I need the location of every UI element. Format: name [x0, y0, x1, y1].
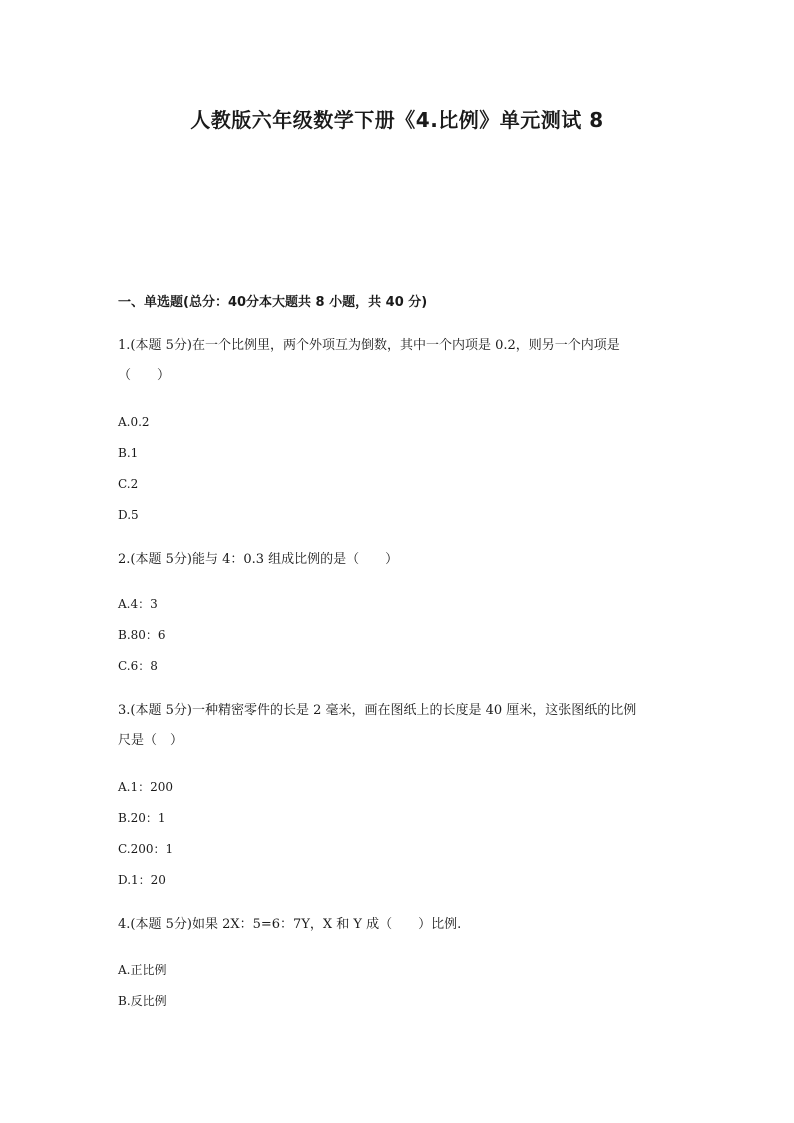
question-1-text-continued: （ ） [118, 368, 171, 383]
section-heading: 一、单选题(总分：40分本大题共 8 小题，共 40 分) [118, 295, 428, 310]
question-4-option-a: A.正比例 [118, 963, 167, 977]
document-title: 人教版六年级数学下册《4.比例》单元测试 8 [190, 108, 604, 132]
question-4-text: 4.(本题 5分)如果 2X：5=6：7Y，X 和 Y 成（ ）比例. [118, 917, 462, 932]
question-1-option-c: C.2 [118, 477, 139, 491]
question-2-text: 2.(本题 5分)能与 4：0.3 组成比例的是（ ） [118, 552, 399, 567]
question-3-text: 3.(本题 5分)一种精密零件的长是 2 毫米，画在图纸上的长度是 40 厘米，这张图纸的比例 [118, 703, 637, 718]
question-2-option-a: A.4：3 [118, 597, 158, 611]
question-2-option-b: B.80：6 [118, 628, 166, 642]
question-1-text: 1.(本题 5分)在一个比例里，两个外项互为倒数，其中一个内项是 0.2，则另一个内项是 [118, 338, 620, 353]
question-1-option-b: B.1 [118, 446, 139, 460]
question-3-text-continued: 尺是（ ） [118, 733, 184, 748]
question-2-option-c: C.6：8 [118, 659, 158, 673]
question-4-option-b: B.反比例 [118, 994, 167, 1008]
question-3-option-b: B.20：1 [118, 811, 166, 825]
question-1-option-a: A.0.2 [118, 415, 150, 429]
question-3-option-a: A.1：200 [118, 780, 174, 794]
question-3-option-c: C.200：1 [118, 842, 174, 856]
question-1-option-d: D.5 [118, 508, 139, 522]
question-3-option-d: D.1：20 [118, 873, 166, 887]
